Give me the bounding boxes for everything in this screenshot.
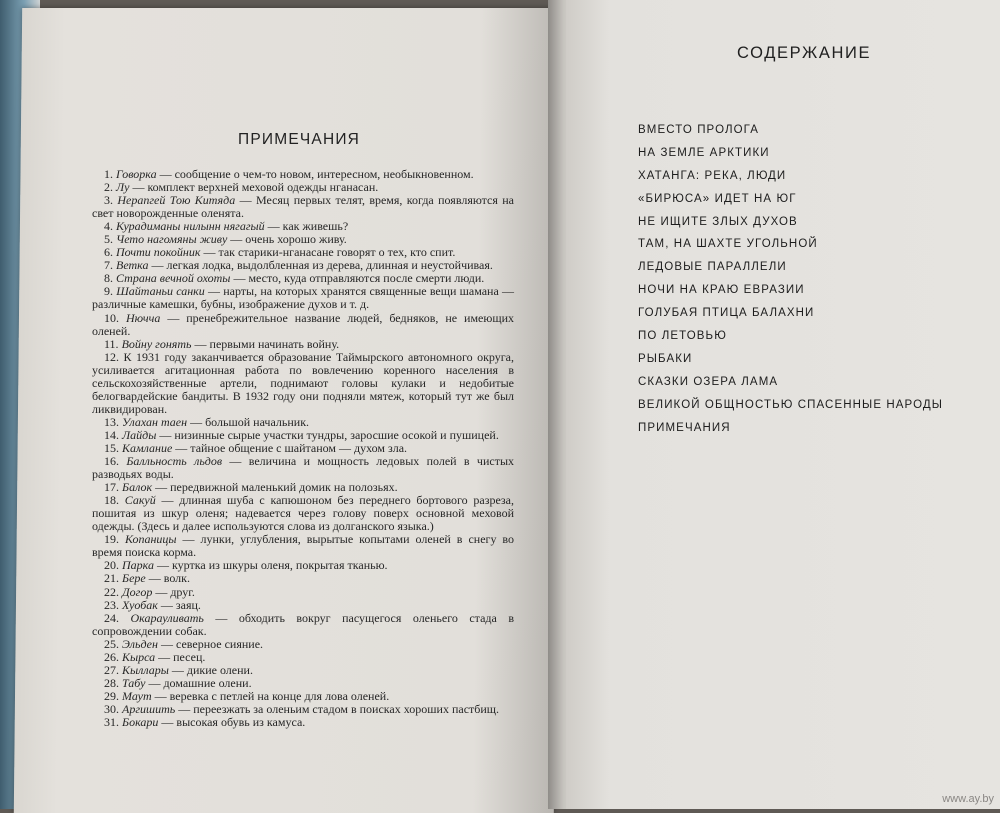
note-item xyxy=(92,194,514,220)
toc-item: НЕ ИЩИТЕ ЗЛЫХ ДУХОВ xyxy=(638,215,798,228)
note-text: — Месяц первых телят, время, когда появляются на свет новорожденные олeнята. xyxy=(92,193,514,221)
note-item xyxy=(92,351,514,416)
note-number: 3. xyxy=(104,193,113,208)
note-term: Эльден xyxy=(122,636,158,651)
note-number: 9. xyxy=(104,284,113,299)
note-number: 19. xyxy=(104,532,119,547)
note-text: — комплект верхней меховой одежды нганасан. xyxy=(129,180,379,195)
note-number: 4. xyxy=(104,219,113,234)
note-term: Кырса xyxy=(122,649,156,664)
note-text: — нарты, на которых хранятся священные вещи шамана — различные камешки, бубны, изображение духов и т. д. xyxy=(92,284,515,312)
note-text: — высокая обувь из камуса. xyxy=(158,714,306,729)
note-number: 12. xyxy=(104,349,119,364)
note-item xyxy=(92,494,514,533)
note-text: — дикие олени. xyxy=(168,662,253,677)
note-text: — первыми начинать войну. xyxy=(191,336,340,351)
note-text: — так старики-нганасане говорят о тех, кто спит. xyxy=(200,245,456,260)
note-number: 1. xyxy=(104,167,113,181)
note-number: 10. xyxy=(104,310,119,325)
note-term: Войну гонять xyxy=(121,336,192,351)
note-term: Камлание xyxy=(122,440,173,455)
note-term: Бокари xyxy=(122,714,159,729)
note-term: Аргишить xyxy=(122,701,176,716)
note-term: Балок xyxy=(122,480,153,495)
note-term: Курадиманы нилынн нягагый xyxy=(116,219,265,234)
note-term: Страна вечной охоты xyxy=(116,271,231,286)
note-term: Говорка xyxy=(116,167,157,181)
toc-item: НОЧИ НА КРАЮ ЕВРАЗИИ xyxy=(638,284,805,297)
note-term: Шайтаньи санки xyxy=(116,284,205,299)
note-number: 16. xyxy=(104,454,119,469)
note-term: Табу xyxy=(122,675,146,690)
note-text: — заяц. xyxy=(157,597,201,612)
note-number: 26. xyxy=(104,649,119,664)
note-term: Копаницы xyxy=(124,532,177,547)
note-number: 25. xyxy=(104,636,119,651)
note-number: 14. xyxy=(104,427,119,442)
note-text: — волк. xyxy=(145,571,190,586)
note-text: — передвижной маленький домик на полозьях. xyxy=(152,480,398,495)
note-text: — друг. xyxy=(152,584,195,599)
toc-item: ХАТАНГА: РЕКА, ЛЮДИ xyxy=(638,169,787,182)
note-text: — тайное общение с шайтаном — духом зла. xyxy=(172,440,408,455)
note-term: Нерапгей Тою Китяда xyxy=(117,193,236,208)
toc-item: СКАЗКИ ОЗЕРА ЛАМА xyxy=(638,375,779,388)
toc-item: ВМЕСТО ПРОЛОГА xyxy=(638,124,760,136)
note-term: Балльность льдов xyxy=(126,454,223,469)
note-term: Улахан таен xyxy=(122,414,188,429)
notes-list xyxy=(92,168,514,729)
note-term: Маут xyxy=(122,688,152,703)
note-text: — веревка с петлей на конце для лова оленей. xyxy=(151,688,390,703)
note-item xyxy=(92,716,514,729)
note-number: 20. xyxy=(104,558,119,573)
note-text: — длинная шуба с капюшоном без переднего бортового разреза, пошитая из шкур оленя; надевается через голову поверх основной меховой одежды. (Здесь и далее используются слова из долганского языка.) xyxy=(92,493,514,534)
contents-heading: СОДЕРЖАНИЕ xyxy=(737,44,872,62)
note-number: 23. xyxy=(104,597,119,612)
note-number: 29. xyxy=(104,688,119,703)
note-number: 5. xyxy=(104,232,113,247)
note-text: — место, куда отправляются после смерти люди. xyxy=(230,271,485,286)
note-text: — северное сияние. xyxy=(157,636,264,651)
note-number: 7. xyxy=(104,258,113,273)
table-of-contents xyxy=(638,123,968,443)
note-item xyxy=(92,455,514,481)
note-item xyxy=(92,285,514,311)
watermark: www.ay.by xyxy=(942,793,994,805)
toc-item: ЛЕДОВЫЕ ПАРАЛЛЕЛИ xyxy=(638,261,787,274)
note-text: — как живешь? xyxy=(264,219,349,234)
note-term: Сакуй xyxy=(124,493,156,508)
toc-item: ПО ЛЕТОВЬЮ xyxy=(638,330,727,343)
note-item xyxy=(92,533,514,559)
note-text: — обходить вокруг пасущегося оленьего стада в сопровождении собак. xyxy=(92,610,514,638)
note-number: 6. xyxy=(104,245,113,260)
note-term: Лу xyxy=(116,180,130,195)
note-number: 18. xyxy=(104,493,119,508)
note-number: 13. xyxy=(104,414,119,429)
note-text: — лунки, углубления, вырытые копытами оленей в снегу во время поиска корма. xyxy=(92,532,514,560)
note-number: 8. xyxy=(104,271,113,286)
note-term: Почти покойник xyxy=(116,245,201,260)
note-number: 21. xyxy=(104,571,119,586)
notes-heading: ПРИМЕЧАНИЯ xyxy=(238,131,361,148)
note-term: Догор xyxy=(122,584,153,599)
note-text: К 1931 году заканчивается образование Таймырского автономного округа, усиливается агитационная работа по вовлечению коренного населения в сельскохозяйственные артели, поднимают головы кулаки и недобитые белогвардейские бандиты. В 1932 году они подняли мятеж, который тут же был ликвидирован. xyxy=(92,349,515,416)
toc-item: ГОЛУБАЯ ПТИЦА БАЛАХНИ xyxy=(638,307,815,320)
note-text: — домашние олени. xyxy=(145,675,252,690)
note-number: 31. xyxy=(104,714,119,729)
toc-item: ПРИМЕЧАНИЯ xyxy=(638,421,731,434)
note-text: — переезжать за оленьим стадом в поисках хороших пастбищ. xyxy=(175,701,500,716)
toc-item: РЫБАКИ xyxy=(638,352,693,365)
toc-item: ТАМ, НА ШАХТЕ УГОЛЬНОЙ xyxy=(638,238,818,251)
note-text: — очень хорошо живу. xyxy=(227,232,347,247)
note-number: 22. xyxy=(104,584,119,599)
toc-item: ВЕЛИКОЙ ОБЩНОСТЬЮ СПАСЕННЫЕ НАРОДЫ xyxy=(638,398,944,411)
toc-item: НА ЗЕМЛЕ АРКТИКИ xyxy=(638,146,770,159)
note-number: 17. xyxy=(104,480,119,495)
note-term: Бере xyxy=(122,571,146,586)
note-term: Окарауливать xyxy=(130,610,204,625)
note-text: — низинные сырые участки тундры, заросшие осокой и пушицей. xyxy=(156,427,499,442)
note-term: Лайды xyxy=(122,427,157,442)
note-item xyxy=(92,612,514,638)
note-number: 30. xyxy=(104,701,119,716)
note-number: 15. xyxy=(104,440,119,455)
note-term: Парка xyxy=(122,558,154,573)
note-text: — куртка из шкуры оленя, покрытая тканью. xyxy=(153,558,388,573)
note-text: — величина и мощность ледовых полей в чистых разводьях воды. xyxy=(92,454,515,482)
note-term: Кыллары xyxy=(122,662,169,677)
note-text: — легкая лодка, выдолбленная из дерева, длинная и неустойчивая. xyxy=(148,258,493,273)
note-term: Нючча xyxy=(125,310,161,325)
note-term: Хуобак xyxy=(122,597,158,612)
note-number: 27. xyxy=(104,662,119,677)
note-text: — сообщение о чем-то новом, интересном, необыкновенном. xyxy=(156,167,474,181)
note-term: Чето нагомяны живу xyxy=(116,232,228,247)
note-text: — песец. xyxy=(155,649,206,664)
note-number: 28. xyxy=(104,675,119,690)
note-text: — пренебрежительное название людей, бедняков, не имеющих оленей. xyxy=(92,310,514,338)
note-number: 2. xyxy=(104,180,113,195)
note-text: — большой начальник. xyxy=(187,414,310,429)
note-number: 24. xyxy=(104,610,119,625)
note-term: Ветка xyxy=(116,258,149,273)
toc-item: «БИРЮСА» ИДЕТ НА ЮГ xyxy=(638,192,797,205)
note-number: 11. xyxy=(104,336,119,351)
note-item xyxy=(92,312,514,338)
